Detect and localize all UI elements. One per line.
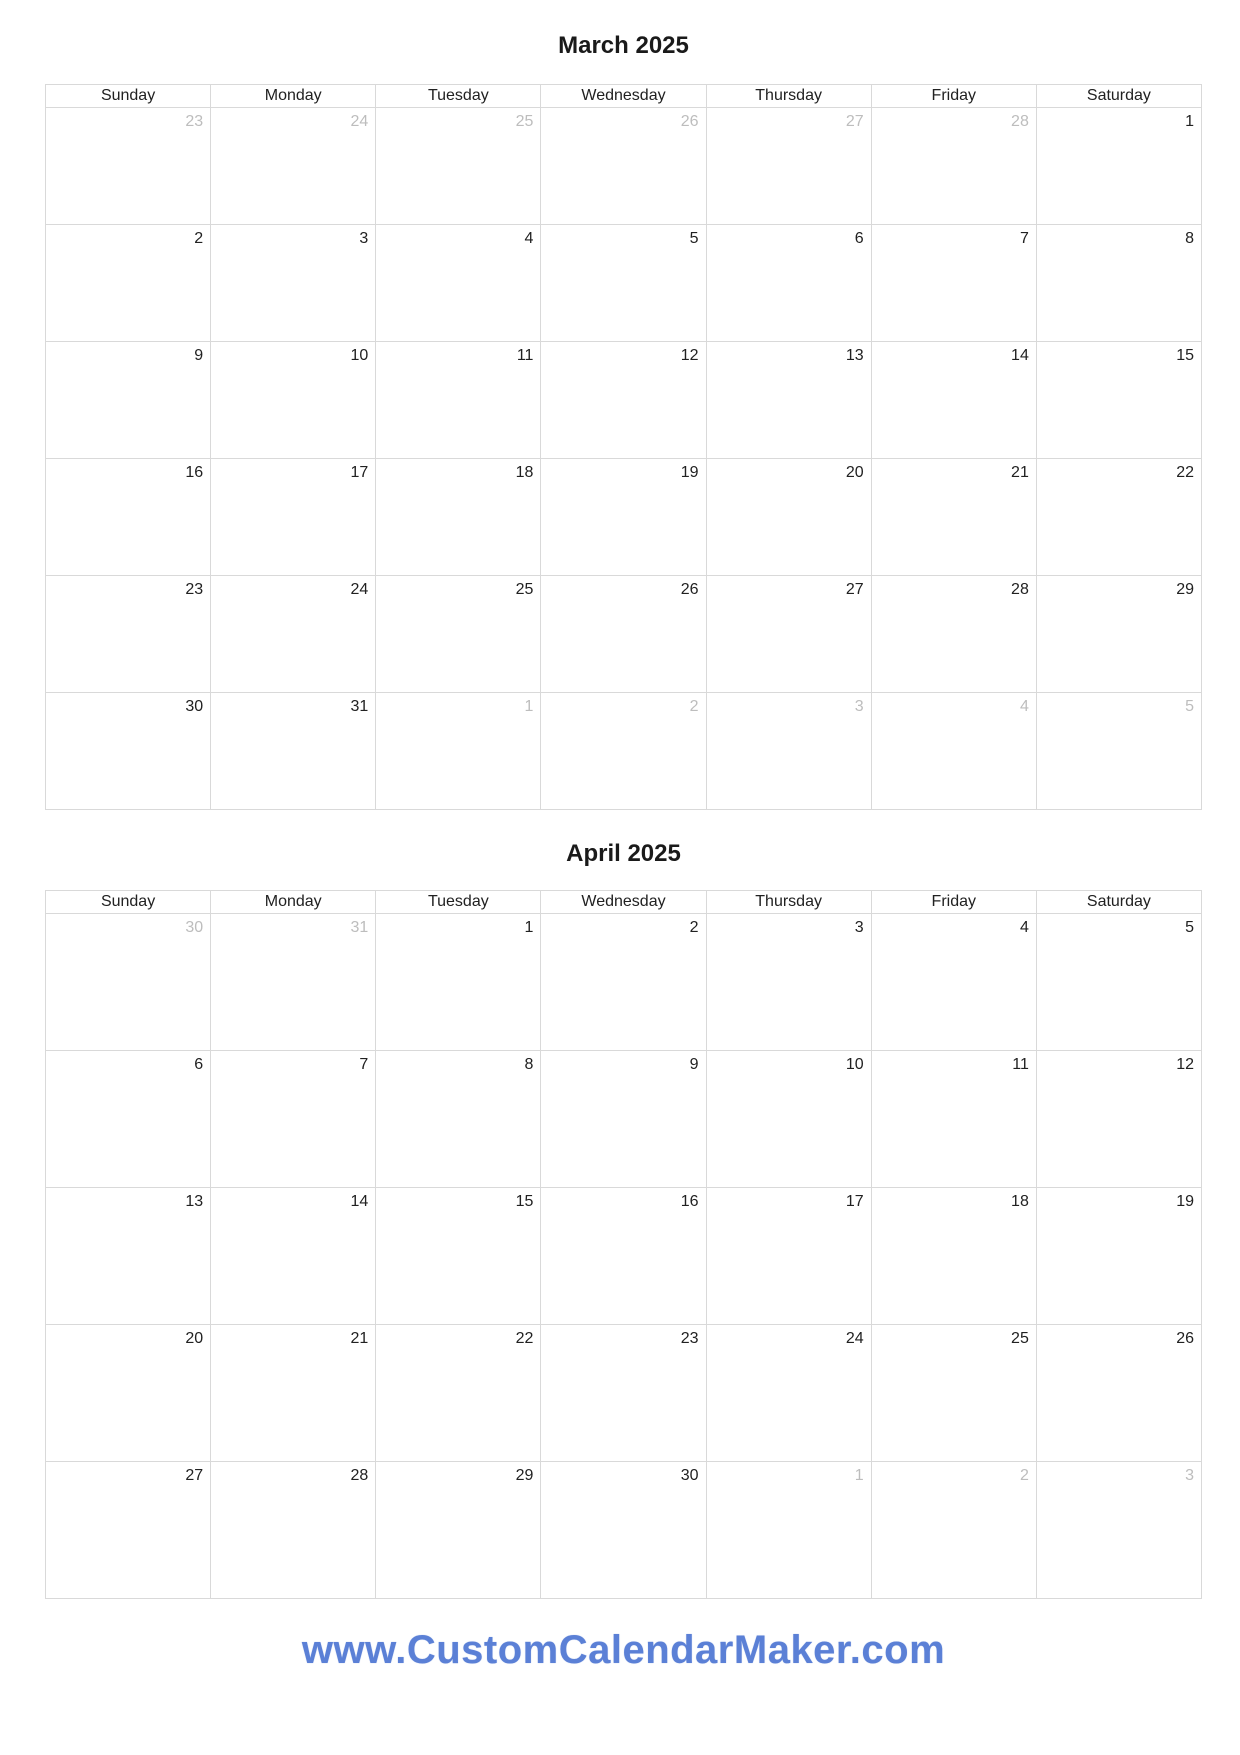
calendar-april-2025 bbox=[45, 810, 1202, 1599]
day-cell bbox=[211, 1325, 376, 1462]
day-number: 7 bbox=[359, 1056, 369, 1073]
day-cell-adjacent-month bbox=[1036, 693, 1201, 810]
day-cell bbox=[1036, 225, 1201, 342]
day-number: 9 bbox=[689, 1056, 699, 1073]
day-number: 3 bbox=[854, 919, 864, 936]
day-cell bbox=[1036, 1325, 1201, 1462]
week-row bbox=[46, 1188, 1202, 1325]
weekday-header-friday: Friday bbox=[871, 891, 1036, 914]
day-cell bbox=[46, 459, 211, 576]
day-number: 13 bbox=[185, 1193, 204, 1210]
day-cell bbox=[46, 1325, 211, 1462]
day-cell bbox=[706, 459, 871, 576]
day-number: 11 bbox=[1012, 1056, 1029, 1073]
day-number: 8 bbox=[524, 1056, 534, 1073]
day-cell bbox=[376, 225, 541, 342]
day-cell-adjacent-month bbox=[541, 108, 706, 225]
day-number: 18 bbox=[1011, 1193, 1029, 1210]
day-number: 1 bbox=[524, 698, 534, 715]
weekday-header-saturday: Saturday bbox=[1036, 891, 1201, 914]
day-number: 14 bbox=[350, 1193, 369, 1210]
weekday-header-thursday: Thursday bbox=[706, 85, 871, 108]
day-number: 23 bbox=[680, 1330, 699, 1347]
day-number: 7 bbox=[1019, 230, 1029, 247]
day-cell bbox=[541, 342, 706, 459]
day-number: 5 bbox=[1185, 919, 1194, 936]
day-number: 3 bbox=[1185, 1467, 1194, 1484]
day-cell-adjacent-month bbox=[541, 693, 706, 810]
day-cell bbox=[1036, 459, 1201, 576]
day-number: 2 bbox=[689, 698, 699, 715]
day-number: 3 bbox=[359, 230, 369, 247]
day-cell bbox=[871, 459, 1036, 576]
day-cell bbox=[541, 1051, 706, 1188]
day-number: 19 bbox=[680, 464, 699, 481]
day-number: 17 bbox=[350, 464, 369, 481]
week-row bbox=[46, 1051, 1202, 1188]
day-number: 25 bbox=[515, 581, 534, 598]
day-cell bbox=[46, 693, 211, 810]
day-number: 27 bbox=[845, 113, 864, 130]
weekday-header-wednesday: Wednesday bbox=[541, 891, 706, 914]
day-number: 18 bbox=[515, 464, 534, 481]
weekday-header-sunday: Sunday bbox=[46, 891, 211, 914]
day-number: 12 bbox=[680, 347, 699, 364]
day-number: 30 bbox=[185, 698, 204, 715]
day-cell-adjacent-month bbox=[1036, 1462, 1201, 1599]
day-cell bbox=[541, 459, 706, 576]
day-cell bbox=[376, 1325, 541, 1462]
day-cell bbox=[211, 459, 376, 576]
day-number: 4 bbox=[1019, 919, 1029, 936]
day-number: 6 bbox=[194, 1056, 204, 1073]
weekday-header-monday: Monday bbox=[211, 85, 376, 108]
weekday-header-thursday: Thursday bbox=[706, 891, 871, 914]
day-cell bbox=[871, 914, 1036, 1051]
day-number: 15 bbox=[515, 1193, 534, 1210]
day-cell bbox=[46, 1051, 211, 1188]
day-number: 29 bbox=[515, 1467, 534, 1484]
day-number: 20 bbox=[185, 1330, 204, 1347]
day-cell-adjacent-month bbox=[46, 914, 211, 1051]
weekday-header-sunday: Sunday bbox=[46, 85, 211, 108]
day-cell bbox=[1036, 108, 1201, 225]
week-row bbox=[46, 693, 1202, 810]
day-cell bbox=[46, 576, 211, 693]
day-number: 13 bbox=[845, 347, 864, 364]
calendar-title-april: April 2025 bbox=[566, 840, 681, 867]
day-number: 28 bbox=[1011, 581, 1029, 598]
day-cell bbox=[211, 1051, 376, 1188]
day-cell bbox=[46, 1188, 211, 1325]
day-cell bbox=[706, 914, 871, 1051]
day-cell-adjacent-month bbox=[706, 1462, 871, 1599]
day-cell bbox=[541, 225, 706, 342]
day-number: 5 bbox=[1185, 698, 1194, 715]
day-number: 31 bbox=[350, 919, 369, 936]
day-number: 25 bbox=[515, 113, 534, 130]
week-row bbox=[46, 1462, 1202, 1599]
day-number: 16 bbox=[185, 464, 204, 481]
day-number: 27 bbox=[185, 1467, 204, 1484]
weekday-header bbox=[46, 891, 1202, 914]
weekday-header-row bbox=[46, 891, 1202, 914]
weekday-header-saturday: Saturday bbox=[1036, 85, 1201, 108]
weekday-header-wednesday: Wednesday bbox=[541, 85, 706, 108]
day-cell bbox=[376, 459, 541, 576]
day-number: 14 bbox=[1011, 347, 1029, 364]
day-cell bbox=[46, 1462, 211, 1599]
day-number: 30 bbox=[185, 919, 204, 936]
day-cell bbox=[541, 1325, 706, 1462]
day-cell bbox=[211, 342, 376, 459]
day-number: 12 bbox=[1176, 1056, 1194, 1073]
day-number: 30 bbox=[680, 1467, 699, 1484]
day-number: 15 bbox=[1176, 347, 1194, 364]
day-cell bbox=[871, 1188, 1036, 1325]
day-number: 1 bbox=[524, 919, 534, 936]
calendar-body bbox=[46, 914, 1202, 1599]
watermark-url[interactable]: www.CustomCalendarMaker.com bbox=[301, 1628, 946, 1672]
weekday-header bbox=[46, 85, 1202, 108]
week-row bbox=[46, 1325, 1202, 1462]
day-number: 31 bbox=[350, 698, 369, 715]
day-number: 27 bbox=[845, 581, 864, 598]
day-number: 28 bbox=[350, 1467, 369, 1484]
day-cell-adjacent-month bbox=[871, 108, 1036, 225]
day-cell bbox=[1036, 1188, 1201, 1325]
day-cell bbox=[541, 576, 706, 693]
day-number: 23 bbox=[185, 581, 204, 598]
day-number: 22 bbox=[1176, 464, 1194, 481]
day-cell bbox=[46, 225, 211, 342]
day-cell-adjacent-month bbox=[376, 693, 541, 810]
week-row bbox=[46, 576, 1202, 693]
day-cell-adjacent-month bbox=[706, 108, 871, 225]
day-number: 10 bbox=[350, 347, 369, 364]
day-cell bbox=[46, 342, 211, 459]
day-number: 2 bbox=[1019, 1467, 1029, 1484]
day-cell-adjacent-month bbox=[871, 693, 1036, 810]
week-row bbox=[46, 225, 1202, 342]
day-number: 21 bbox=[1011, 464, 1029, 481]
day-cell bbox=[1036, 576, 1201, 693]
day-cell bbox=[376, 576, 541, 693]
week-row bbox=[46, 914, 1202, 1051]
day-cell bbox=[706, 225, 871, 342]
day-cell bbox=[706, 1325, 871, 1462]
day-cell bbox=[706, 576, 871, 693]
day-number: 21 bbox=[350, 1330, 369, 1347]
day-cell bbox=[541, 914, 706, 1051]
day-cell bbox=[376, 914, 541, 1051]
day-cell bbox=[871, 1051, 1036, 1188]
day-number: 4 bbox=[524, 230, 534, 247]
day-number: 9 bbox=[194, 347, 204, 364]
day-cell bbox=[376, 1051, 541, 1188]
day-number: 6 bbox=[854, 230, 864, 247]
weekday-header-row bbox=[46, 85, 1202, 108]
day-cell bbox=[211, 1188, 376, 1325]
day-cell bbox=[706, 1188, 871, 1325]
day-number: 2 bbox=[689, 919, 699, 936]
day-number: 26 bbox=[1176, 1330, 1194, 1347]
calendar-grid-april bbox=[45, 890, 1202, 1599]
weekday-header-friday: Friday bbox=[871, 85, 1036, 108]
day-number: 1 bbox=[1185, 113, 1194, 130]
day-number: 26 bbox=[680, 581, 699, 598]
day-cell bbox=[211, 576, 376, 693]
week-row bbox=[46, 342, 1202, 459]
day-cell bbox=[871, 576, 1036, 693]
day-number: 2 bbox=[194, 230, 204, 247]
day-cell bbox=[376, 342, 541, 459]
day-cell bbox=[871, 225, 1036, 342]
day-cell-adjacent-month bbox=[376, 108, 541, 225]
weekday-header-tuesday: Tuesday bbox=[376, 891, 541, 914]
week-row bbox=[46, 459, 1202, 576]
day-number: 20 bbox=[845, 464, 864, 481]
week-row bbox=[46, 108, 1202, 225]
day-cell bbox=[706, 1051, 871, 1188]
day-number: 4 bbox=[1019, 698, 1029, 715]
day-number: 3 bbox=[854, 698, 864, 715]
day-cell-adjacent-month bbox=[706, 693, 871, 810]
day-cell bbox=[706, 342, 871, 459]
day-cell-adjacent-month bbox=[211, 914, 376, 1051]
day-cell bbox=[541, 1188, 706, 1325]
day-number: 10 bbox=[845, 1056, 864, 1073]
day-cell bbox=[541, 1462, 706, 1599]
day-cell bbox=[1036, 1051, 1201, 1188]
day-cell bbox=[211, 693, 376, 810]
day-number: 17 bbox=[845, 1193, 864, 1210]
day-cell bbox=[1036, 914, 1201, 1051]
day-number: 24 bbox=[350, 581, 369, 598]
day-cell bbox=[211, 1462, 376, 1599]
day-cell-adjacent-month bbox=[211, 108, 376, 225]
day-number: 8 bbox=[1185, 230, 1194, 247]
day-number: 16 bbox=[680, 1193, 699, 1210]
day-number: 5 bbox=[689, 230, 699, 247]
calendar-march-2025 bbox=[45, 0, 1202, 810]
calendar-title-march: March 2025 bbox=[558, 32, 689, 59]
day-number: 28 bbox=[1011, 113, 1029, 130]
day-cell-adjacent-month bbox=[46, 108, 211, 225]
weekday-header-tuesday: Tuesday bbox=[376, 85, 541, 108]
day-cell-adjacent-month bbox=[871, 1462, 1036, 1599]
calendar-body bbox=[46, 108, 1202, 810]
day-number: 24 bbox=[350, 113, 369, 130]
day-number: 23 bbox=[185, 113, 204, 130]
day-cell bbox=[376, 1188, 541, 1325]
day-number: 19 bbox=[1176, 1193, 1194, 1210]
day-cell bbox=[211, 225, 376, 342]
day-number: 22 bbox=[515, 1330, 534, 1347]
day-number: 24 bbox=[845, 1330, 864, 1347]
day-cell bbox=[1036, 342, 1201, 459]
day-number: 1 bbox=[854, 1467, 864, 1484]
calendar-grid-march bbox=[45, 84, 1202, 810]
day-number: 11 bbox=[516, 347, 534, 364]
day-cell bbox=[871, 342, 1036, 459]
day-number: 29 bbox=[1176, 581, 1194, 598]
day-cell bbox=[871, 1325, 1036, 1462]
day-number: 25 bbox=[1011, 1330, 1029, 1347]
day-cell bbox=[376, 1462, 541, 1599]
day-number: 26 bbox=[680, 113, 699, 130]
weekday-header-monday: Monday bbox=[211, 891, 376, 914]
